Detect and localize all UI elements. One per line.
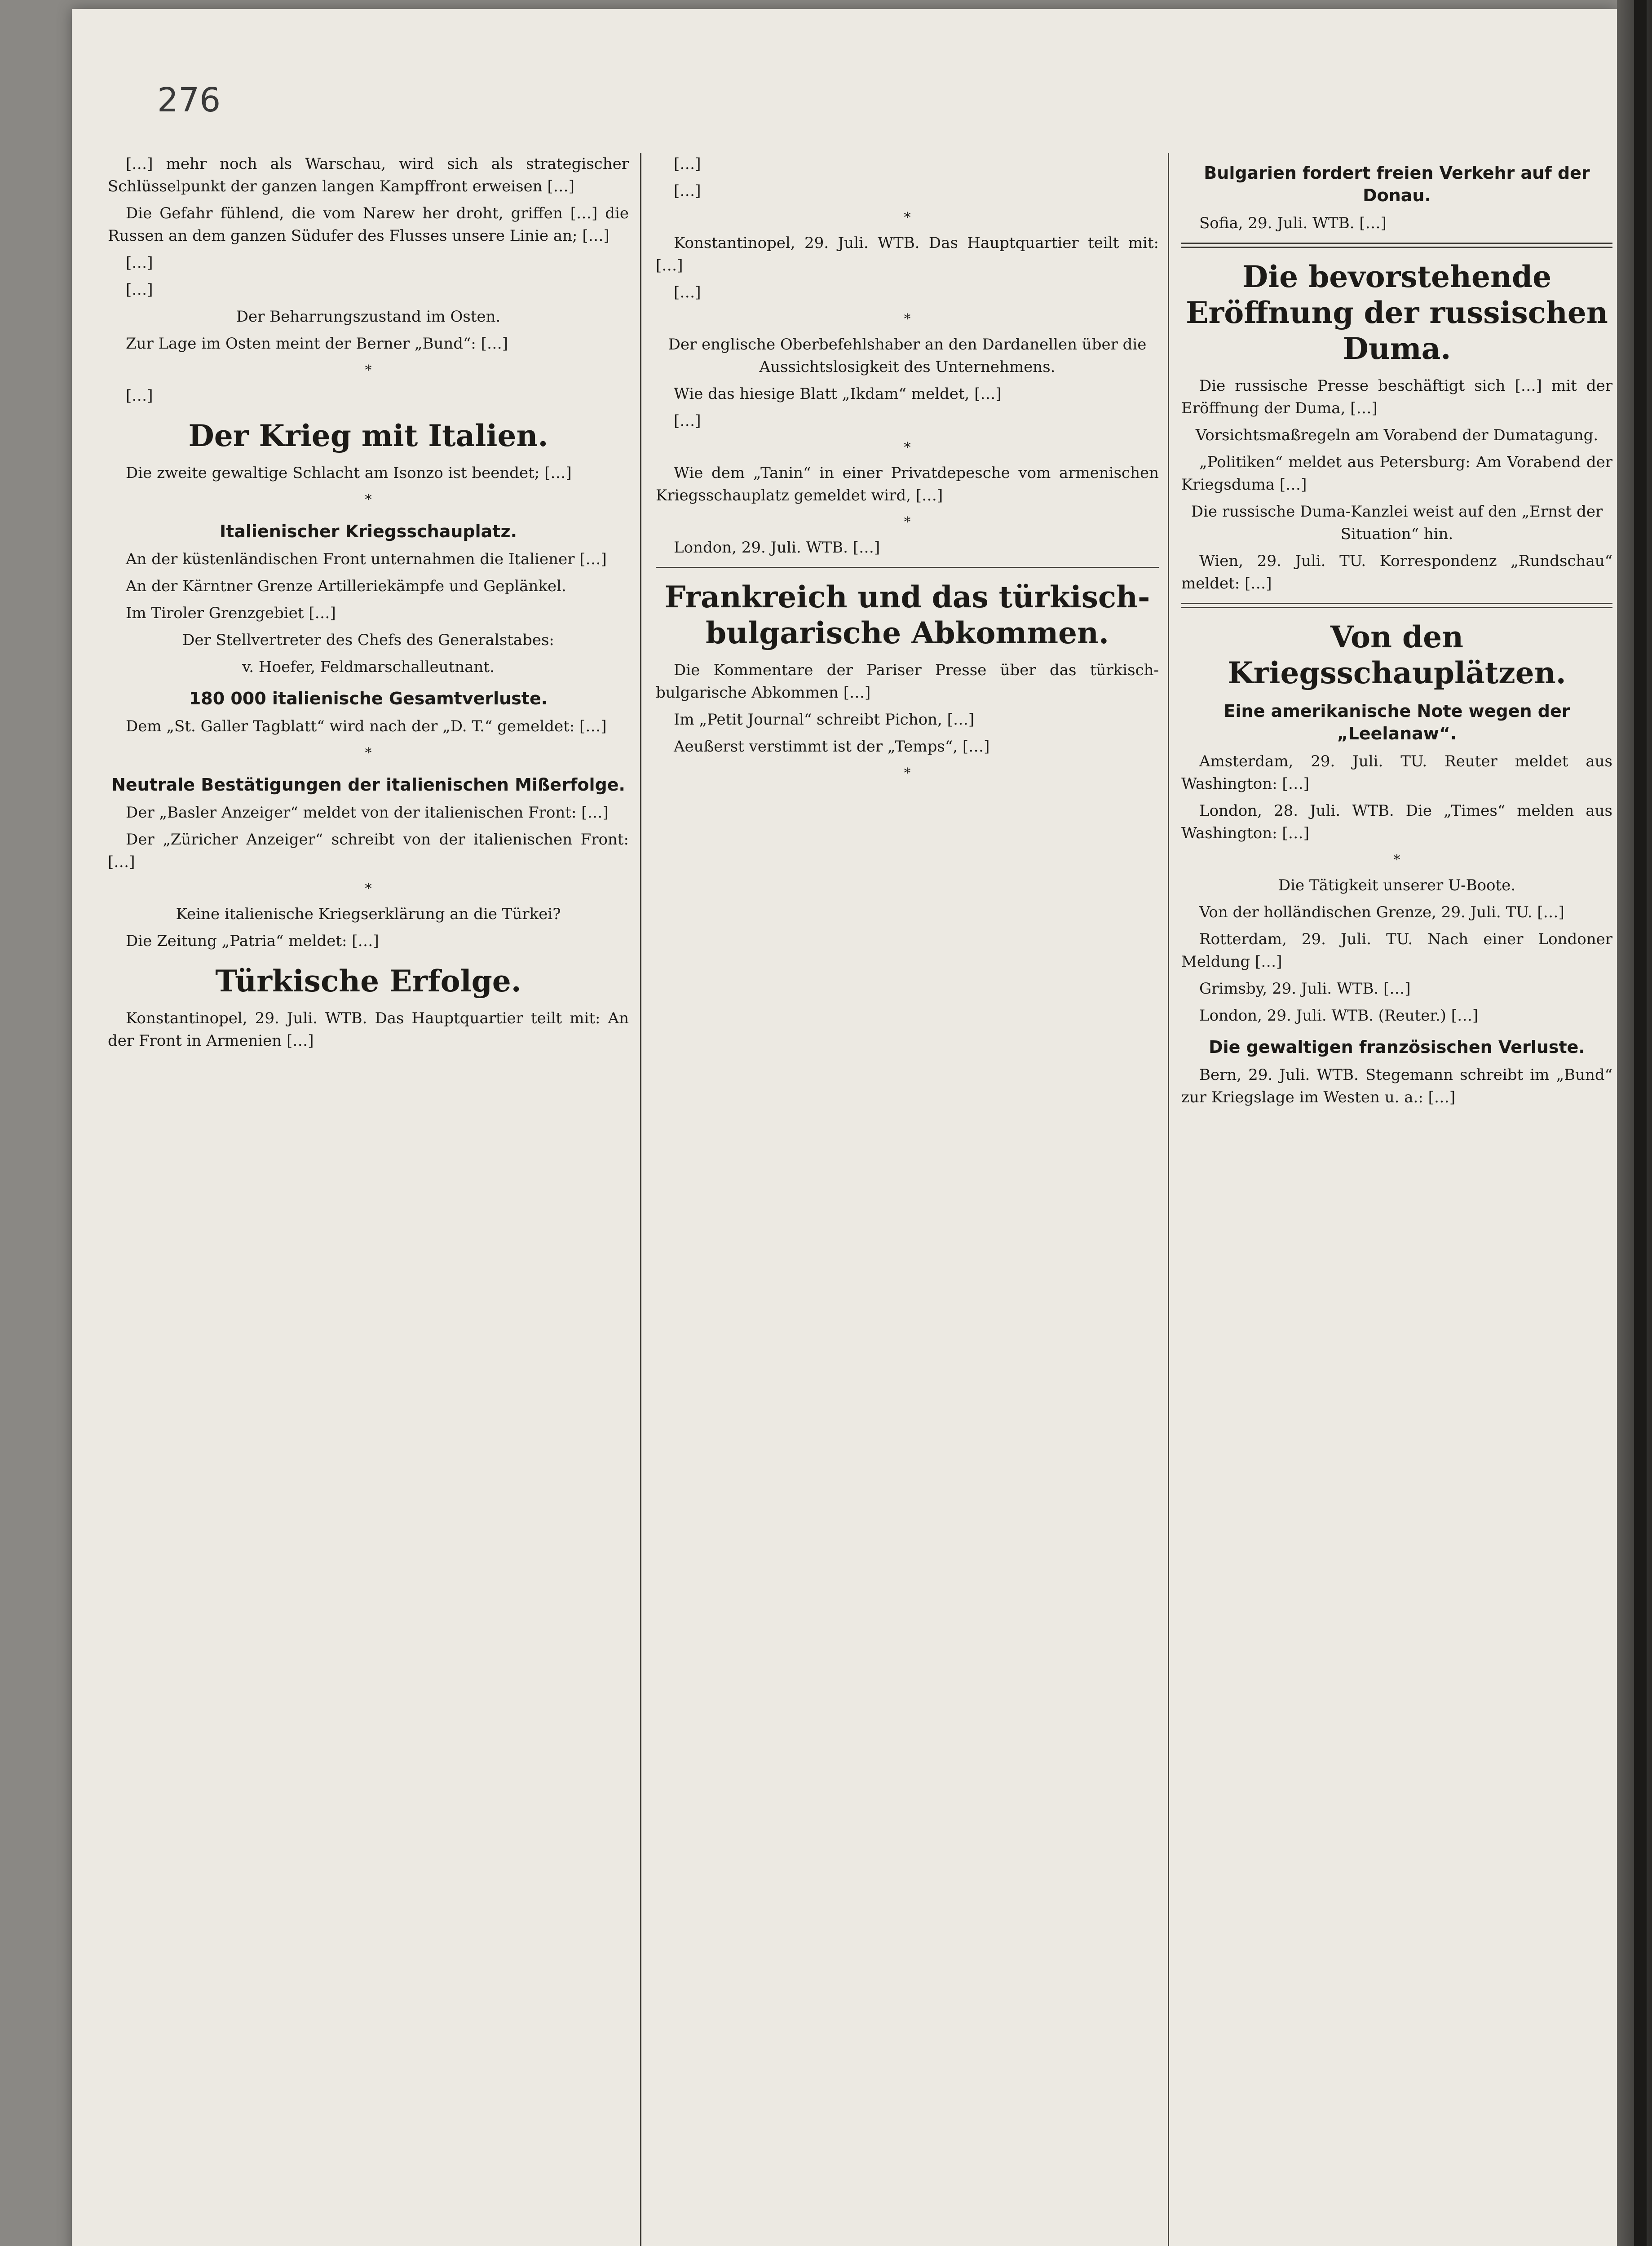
column-rule-1	[640, 153, 641, 2246]
paragraph: […]	[674, 155, 701, 173]
paragraph: London, 29. Juli. WTB. (Reuter.) […]	[1199, 1007, 1479, 1025]
paragraph: […]	[674, 283, 701, 301]
divider	[656, 567, 1159, 568]
separator-star: *	[365, 492, 372, 508]
paragraph: Konstantinopel, 29. Juli. WTB. Das Hauptquartier teilt mit: […]	[656, 234, 1159, 274]
paragraph: Dem „St. Galler Tagblatt“ wird nach der „D. T.“ gemeldet: […]	[126, 717, 607, 735]
section-heading: Vorsichtsmaßregeln am Vorabend der Dumatagung.	[1195, 426, 1599, 444]
column-rule-2	[1168, 153, 1169, 2246]
paragraph: […]	[674, 412, 701, 430]
paragraph: Zur Lage im Osten meint der Berner „Bund“: […]	[126, 335, 508, 353]
paragraph: […]	[126, 281, 153, 299]
signature: v. Hoefer, Feldmarschalleutnant.	[242, 658, 495, 676]
article-title: Der Krieg mit Italien.	[188, 418, 548, 453]
section-heading: Der Beharrungszustand im Osten.	[236, 308, 501, 326]
paragraph: Die zweite gewaltige Schlacht am Isonzo ist beendet; […]	[126, 464, 572, 482]
paragraph: Die Zeitung „Patria“ meldet: […]	[126, 932, 379, 950]
separator-star: *	[365, 745, 372, 761]
page-number: 276	[157, 81, 221, 119]
paragraph: Im „Petit Journal“ schreibt Pichon, […]	[674, 711, 975, 729]
paragraph: Aeußerst verstimmt ist der „Temps“, […]	[674, 738, 990, 756]
article-title: Frankreich und das türkisch-bulgarische Abkommen.	[664, 579, 1150, 650]
paragraph: Die Kommentare der Pariser Presse über das türkisch-bulgarische Abkommen […]	[656, 661, 1159, 702]
section-heading: Die gewaltigen französischen Verluste.	[1209, 1037, 1585, 1057]
column-3	[1181, 153, 1612, 2246]
paragraph: Konstantinopel, 29. Juli. WTB. Das Hauptquartier teilt mit: An der Front in Armenien […]	[108, 1009, 629, 1050]
separator-star: *	[904, 765, 911, 781]
article-title: Türkische Erfolge.	[215, 964, 521, 999]
paragraph: An der küstenländischen Front unternahmen die Italiener […]	[126, 550, 607, 568]
separator-star: *	[904, 440, 911, 455]
section-heading: Der englische Oberbefehlshaber an den Dardanellen über die Aussichtslosigkeit des Unternehmens.	[668, 336, 1147, 376]
paragraph: London, 28. Juli. WTB. Die „Times“ melden aus Washington: […]	[1181, 802, 1612, 842]
column-1	[108, 153, 629, 2246]
separator-star: *	[904, 311, 911, 327]
section-heading: Keine italienische Kriegserklärung an die Türkei?	[176, 905, 561, 923]
paragraph: Wien, 29. Juli. TU. Korrespondenz „Rundschau“ meldet: […]	[1181, 552, 1612, 592]
paragraph: Grimsby, 29. Juli. WTB. […]	[1199, 980, 1411, 998]
divider	[1181, 243, 1612, 248]
divider	[1181, 603, 1612, 608]
paragraph: […]	[126, 387, 153, 405]
separator-star: *	[365, 881, 372, 897]
section-heading: 180 000 italienische Gesamtverluste.	[189, 689, 548, 708]
paragraph: Bern, 29. Juli. WTB. Stegemann schreibt im „Bund“ zur Kriegslage im Westen u. a.: […]	[1181, 1066, 1612, 1106]
paragraph: […] mehr noch als Warschau, wird sich als strategischer Schlüsselpunkt der ganzen langen Kampffront erweisen […]	[108, 155, 629, 195]
article-title: Von den Kriegsschauplätzen.	[1228, 619, 1566, 690]
paragraph: Sofia, 29. Juli. WTB. […]	[1199, 214, 1387, 232]
separator-star: *	[1393, 852, 1400, 868]
section-subheading: Eine amerikanische Note wegen der „Leelanaw“.	[1224, 701, 1570, 743]
paragraph: […]	[126, 254, 153, 272]
section-heading: Neutrale Bestätigungen der italienischen Mißerfolge.	[111, 775, 625, 795]
paragraph: Im Tiroler Grenzgebiet […]	[126, 604, 336, 622]
paragraph: […]	[674, 182, 701, 200]
paragraph: An der Kärntner Grenze Artilleriekämpfe und Geplänkel.	[126, 577, 566, 595]
paragraph: Wie dem „Tanin“ in einer Privatdepesche vom armenischen Kriegsschauplatz gemeldet wird, […]	[656, 464, 1159, 504]
separator-star: *	[904, 210, 911, 225]
paragraph: Die Gefahr fühlend, die vom Narew her droht, griffen […] die Russen an dem ganzen Südufer des Flusses unsere Linie an; […]	[108, 204, 629, 245]
section-heading: Die Tätigkeit unserer U-Boote.	[1278, 876, 1516, 894]
paragraph: Der „Basler Anzeiger“ meldet von der italienischen Front: […]	[126, 804, 609, 822]
paragraph: „Politiken“ meldet aus Petersburg: Am Vorabend der Kriegsduma […]	[1181, 453, 1612, 494]
dark-strip	[1634, 0, 1647, 2246]
paragraph: Rotterdam, 29. Juli. TU. Nach einer Londoner Meldung […]	[1181, 930, 1612, 971]
section-heading: Italienischer Kriegsschauplatz.	[219, 522, 517, 541]
article-title: Die bevorstehende Eröffnung der russischen Duma.	[1186, 259, 1608, 366]
paragraph: Amsterdam, 29. Juli. TU. Reuter meldet aus Washington: […]	[1181, 752, 1612, 793]
paragraph: Wie das hiesige Blatt „Ikdam“ meldet, […]	[674, 385, 1002, 403]
separator-star: *	[904, 514, 911, 530]
paragraph: London, 29. Juli. WTB. […]	[674, 539, 880, 557]
paragraph: Der „Züricher Anzeiger“ schreibt von der italienischen Front: […]	[108, 831, 629, 871]
paragraph: Die russische Presse beschäftigt sich […] mit der Eröffnung der Duma, […]	[1181, 377, 1612, 417]
section-heading: Bulgarien fordert freien Verkehr auf der Donau.	[1204, 163, 1590, 205]
separator-star: *	[365, 363, 372, 378]
paragraph: Von der holländischen Grenze, 29. Juli. TU. […]	[1199, 903, 1564, 921]
section-heading: Die russische Duma-Kanzlei weist auf den „Ernst der Situation“ hin.	[1191, 503, 1603, 543]
signature: Der Stellvertreter des Chefs des Generalstabes:	[182, 631, 554, 649]
column-2	[656, 153, 1159, 2246]
